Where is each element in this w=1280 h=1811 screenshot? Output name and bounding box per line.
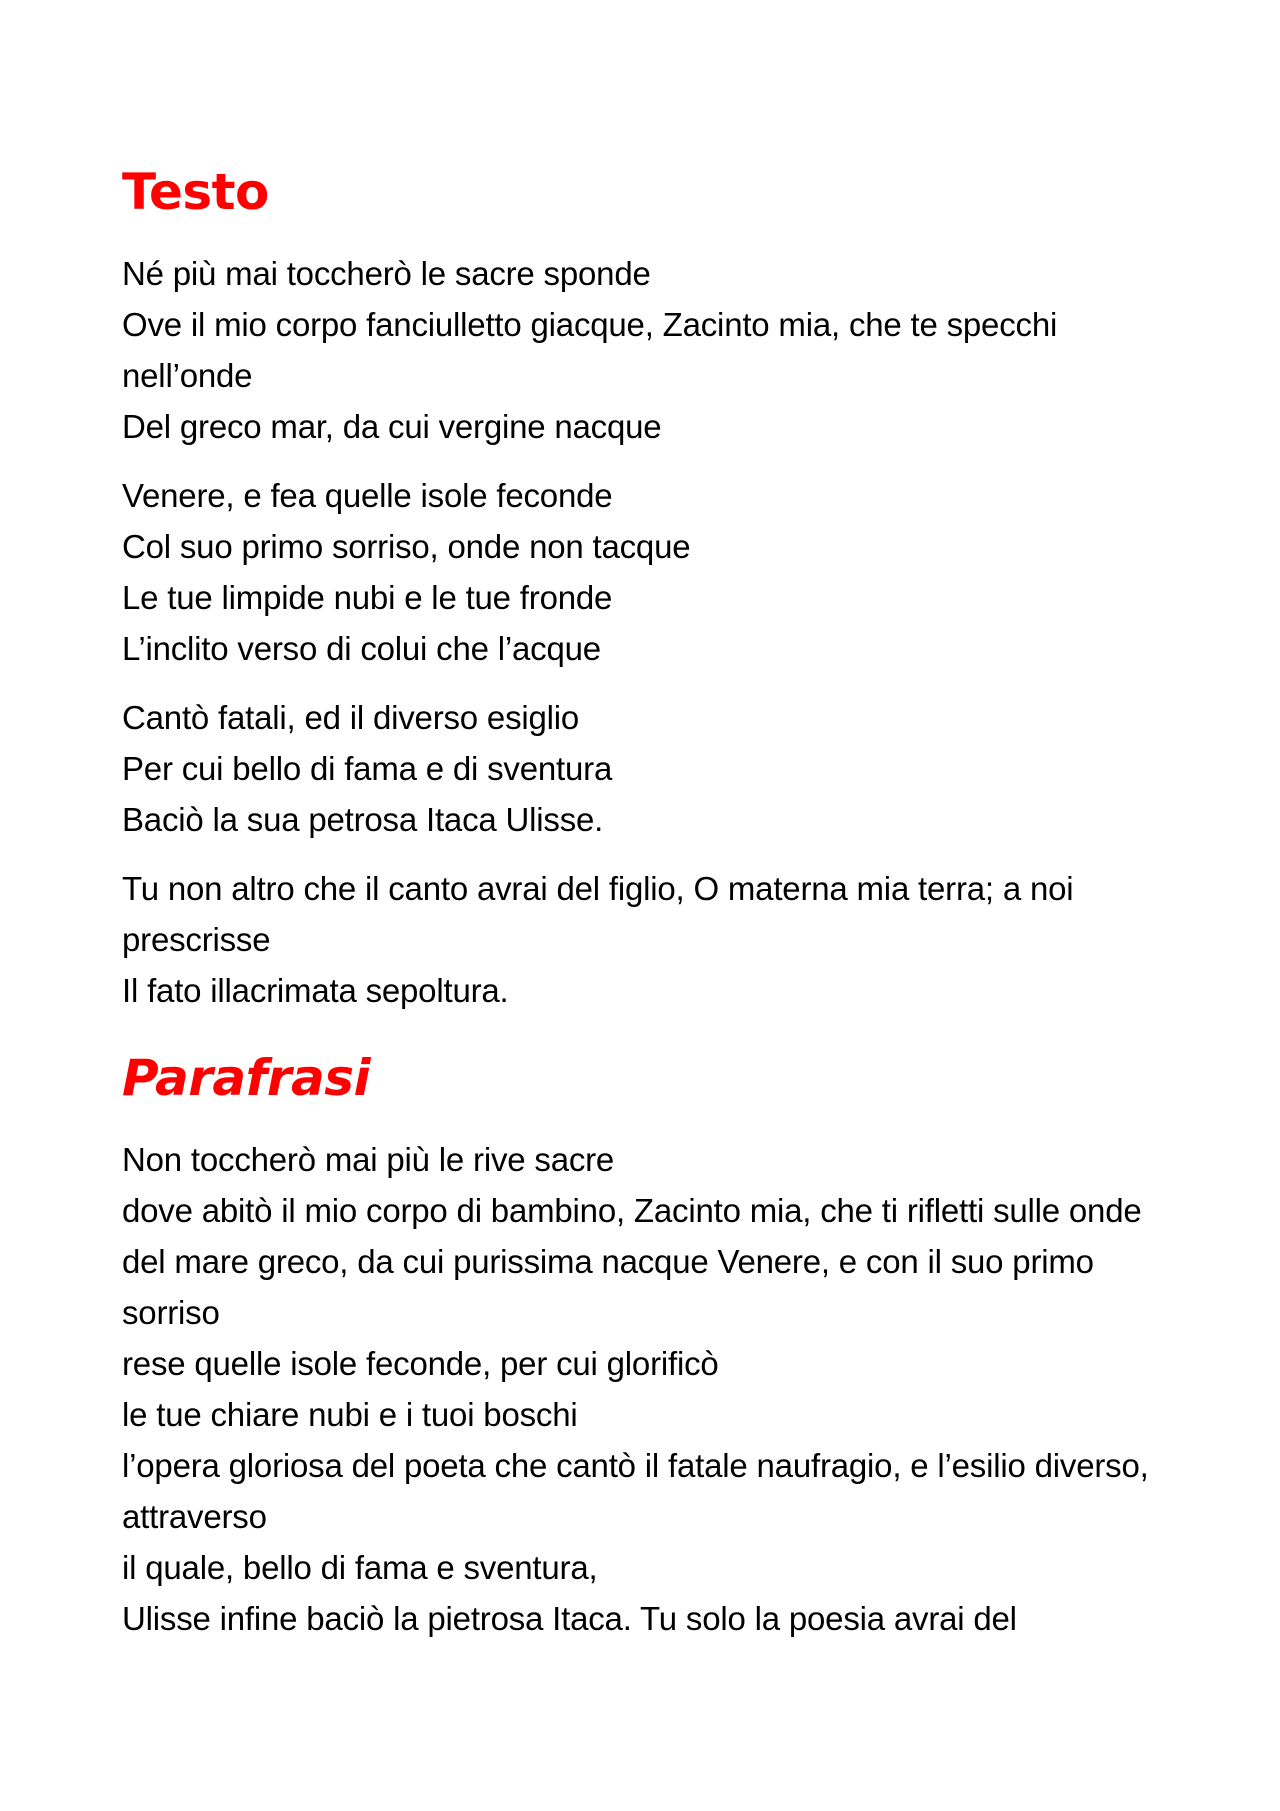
paraphrase-block [122, 1134, 1172, 1644]
verse-line: L’inclito verso di colui che l’acque [122, 630, 601, 667]
verse-line: Né più mai toccherò le sacre sponde [122, 255, 651, 292]
verse-line: Col suo primo sorriso, onde non tacque [122, 528, 691, 565]
paraphrase-line: Non toccherò mai più le rive sacre [122, 1141, 615, 1178]
verse-line: Le tue limpide nubi e le tue fronde [122, 579, 613, 616]
verse-line: Il fato illacrimata sepoltura. [122, 972, 509, 1009]
verse-line: Tu non altro che il canto avrai del figlio, O materna mia terra; a noi prescrisse [122, 870, 1074, 958]
paraphrase-line: rese quelle isole feconde, per cui glorificò [122, 1345, 719, 1382]
stanza-1 [122, 248, 1172, 452]
paraphrase-line: dove abitò il mio corpo di bambino, Zacinto mia, che ti rifletti sulle onde [122, 1192, 1142, 1229]
verse-line: Venere, e fea quelle isole feconde [122, 477, 613, 514]
document-page [122, 158, 1172, 1644]
verse-line: Baciò la sua petrosa Itaca Ulisse. [122, 801, 604, 838]
verse-line: Del greco mar, da cui vergine nacque [122, 408, 662, 445]
verse-line: Per cui bello di fama e di sventura [122, 750, 613, 787]
stanza-4 [122, 863, 1172, 1016]
stanza-2 [122, 470, 1172, 674]
verse-line: Ove il mio corpo fanciulletto giacque, Zacinto mia, che te specchi nell’onde [122, 306, 1058, 394]
paraphrase-line: l’opera gloriosa del poeta che cantò il fatale naufragio, e l’esilio diverso, attraverso [122, 1447, 1149, 1535]
paraphrase-line: Ulisse infine baciò la pietrosa Itaca. Tu solo la poesia avrai del [122, 1600, 1017, 1637]
verse-line: Cantò fatali, ed il diverso esiglio [122, 699, 580, 736]
paraphrase-line: del mare greco, da cui purissima nacque Venere, e con il suo primo sorriso [122, 1243, 1094, 1331]
paraphrase-line: il quale, bello di fama e sventura, [122, 1549, 598, 1586]
stanza-3 [122, 692, 1172, 845]
paraphrase-line: le tue chiare nubi e i tuoi boschi [122, 1396, 578, 1433]
section-heading-testo: Testo [122, 163, 269, 221]
section-heading-parafrasi: Parafrasi [122, 1049, 371, 1107]
